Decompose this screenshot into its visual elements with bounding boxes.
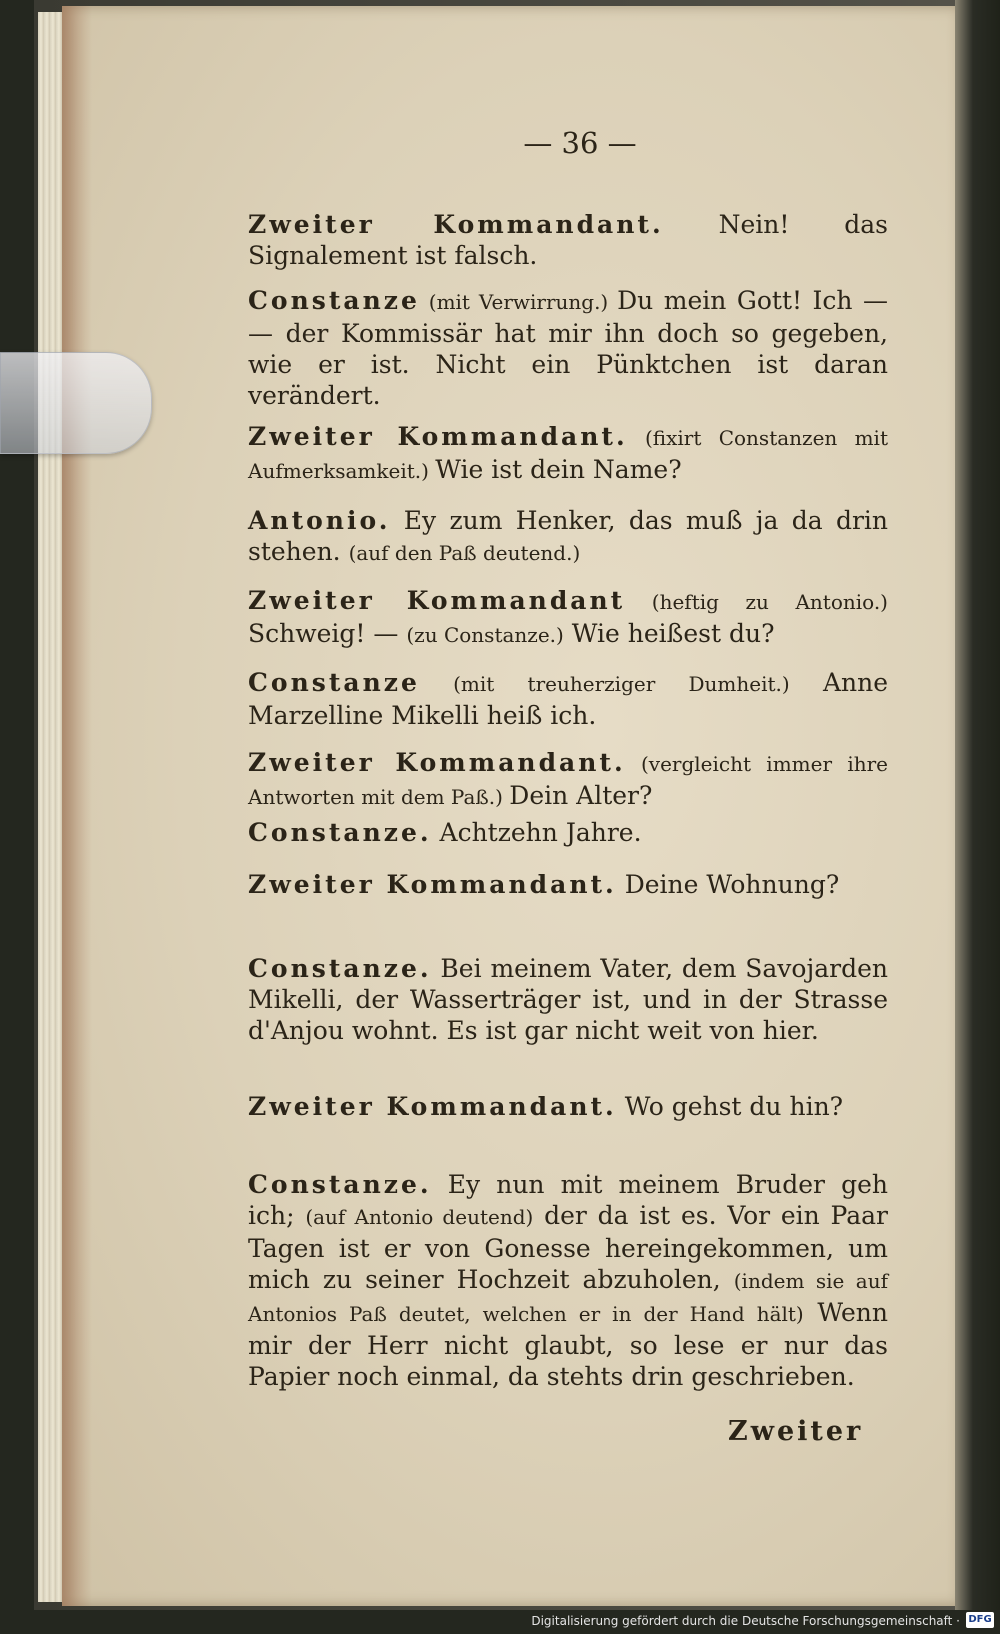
paragraph	[248, 869, 888, 900]
dialogue-text: Achtzehn Jahre.	[431, 818, 642, 847]
speaker-name: Zweiter Kommandant.	[248, 210, 664, 239]
speaker-name: Zweiter Kommandant.	[248, 748, 626, 777]
dialogue-text: Ey zum Henker, das muß ja da drin stehen.	[248, 506, 888, 566]
paragraph	[248, 953, 888, 1046]
dialogue-text: Wenn mir der Herr nicht glaubt, so lese er nur das Papier noch einmal, da stehts drin geschrieben.	[248, 1298, 888, 1391]
stage-direction: (fixirt Constanzen mit Aufmerksamkeit.)	[248, 426, 888, 483]
paragraph	[248, 421, 888, 487]
stage-direction: (mit Verwirrung.)	[419, 290, 618, 314]
speaker-name: Zweiter Kommandant	[248, 586, 626, 615]
speaker-name: Zweiter Kommandant.	[248, 870, 617, 899]
speaker-name: Antonio.	[248, 506, 391, 535]
dialogue-text: der da ist es. Vor ein Paar Tagen ist er von Gonesse hereingekommen, um mich zu seiner Hochzeit abzuholen,	[248, 1201, 889, 1294]
stage-direction: (auf den Paß deutend.)	[348, 541, 581, 565]
paragraph	[248, 285, 888, 411]
dialogue-text: Du mein Gott! Ich — — der Kommissär hat mir ihn doch so gegeben, wie er ist. Nicht ein Pünktchen ist daran verändert.	[248, 286, 888, 410]
dialogue-text: Bei meinem Vater, dem Savojarden Mikelli, der Wasserträger ist, und in der Strasse d'Anjou wohnt. Es ist gar nicht weit von hier.	[248, 954, 888, 1045]
dialogue-text: Wo gehst du hin?	[616, 1092, 844, 1121]
page-gutter	[62, 6, 92, 1606]
stage-direction: (mit treuherziger Dumheit.)	[419, 672, 823, 696]
dialogue-text: Nein! das Signalement ist falsch.	[248, 210, 888, 270]
speaker-name: Zweiter Kommandant.	[248, 422, 628, 451]
paragraph	[248, 1091, 888, 1122]
paragraph	[248, 747, 888, 813]
speaker-name: Constanze	[248, 668, 420, 697]
page-right-edge	[955, 0, 1000, 1610]
speaker-name: Constanze.	[248, 954, 432, 983]
speaker-name: Constanze.	[248, 1170, 432, 1199]
dialogue-text: Anne Marzelline Mikelli heiß ich.	[248, 668, 888, 730]
paragraph	[248, 1169, 888, 1392]
speaker-name: Constanze.	[248, 818, 432, 847]
dialogue-text: Ey nun mit meinem Bruder geh ich;	[248, 1170, 888, 1230]
dialogue-text: Deine Wohnung?	[616, 870, 840, 899]
catchword: Zweiter	[728, 1416, 864, 1447]
page-number: — 36 —	[523, 126, 637, 160]
bookmark-clip	[0, 352, 152, 454]
paragraph	[248, 817, 888, 848]
paragraph	[248, 209, 888, 271]
paragraph	[248, 585, 888, 651]
stage-direction: (auf Antonio deutend)	[305, 1205, 534, 1229]
dfg-logo: DFG	[966, 1612, 994, 1628]
speaker-name: Zweiter Kommandant.	[248, 1092, 617, 1121]
footer-bar	[0, 1606, 1000, 1630]
stage-direction: (indem sie auf Antonios Paß deutet, welchen er in der Hand hält)	[248, 1269, 888, 1326]
digitization-credit: Digitalisierung gefördert durch die Deutsche Forschungsgemeinschaft ·	[531, 1614, 960, 1628]
stage-direction: (zu Constanze.)	[406, 623, 564, 647]
dialogue-text: Wie ist dein Name?	[435, 455, 682, 484]
paragraph	[248, 667, 888, 731]
paragraph	[248, 505, 888, 569]
dialogue-text: Wie heißest du?	[563, 619, 775, 648]
dialogue-text: Schweig! —	[248, 619, 407, 648]
stage-direction: (vergleicht immer ihre Antworten mit dem Paß.)	[248, 752, 888, 809]
stage-direction: (heftig zu Antonio.)	[625, 590, 888, 614]
dialogue-text: Dein Alter?	[509, 781, 653, 810]
speaker-name: Constanze	[248, 286, 420, 315]
